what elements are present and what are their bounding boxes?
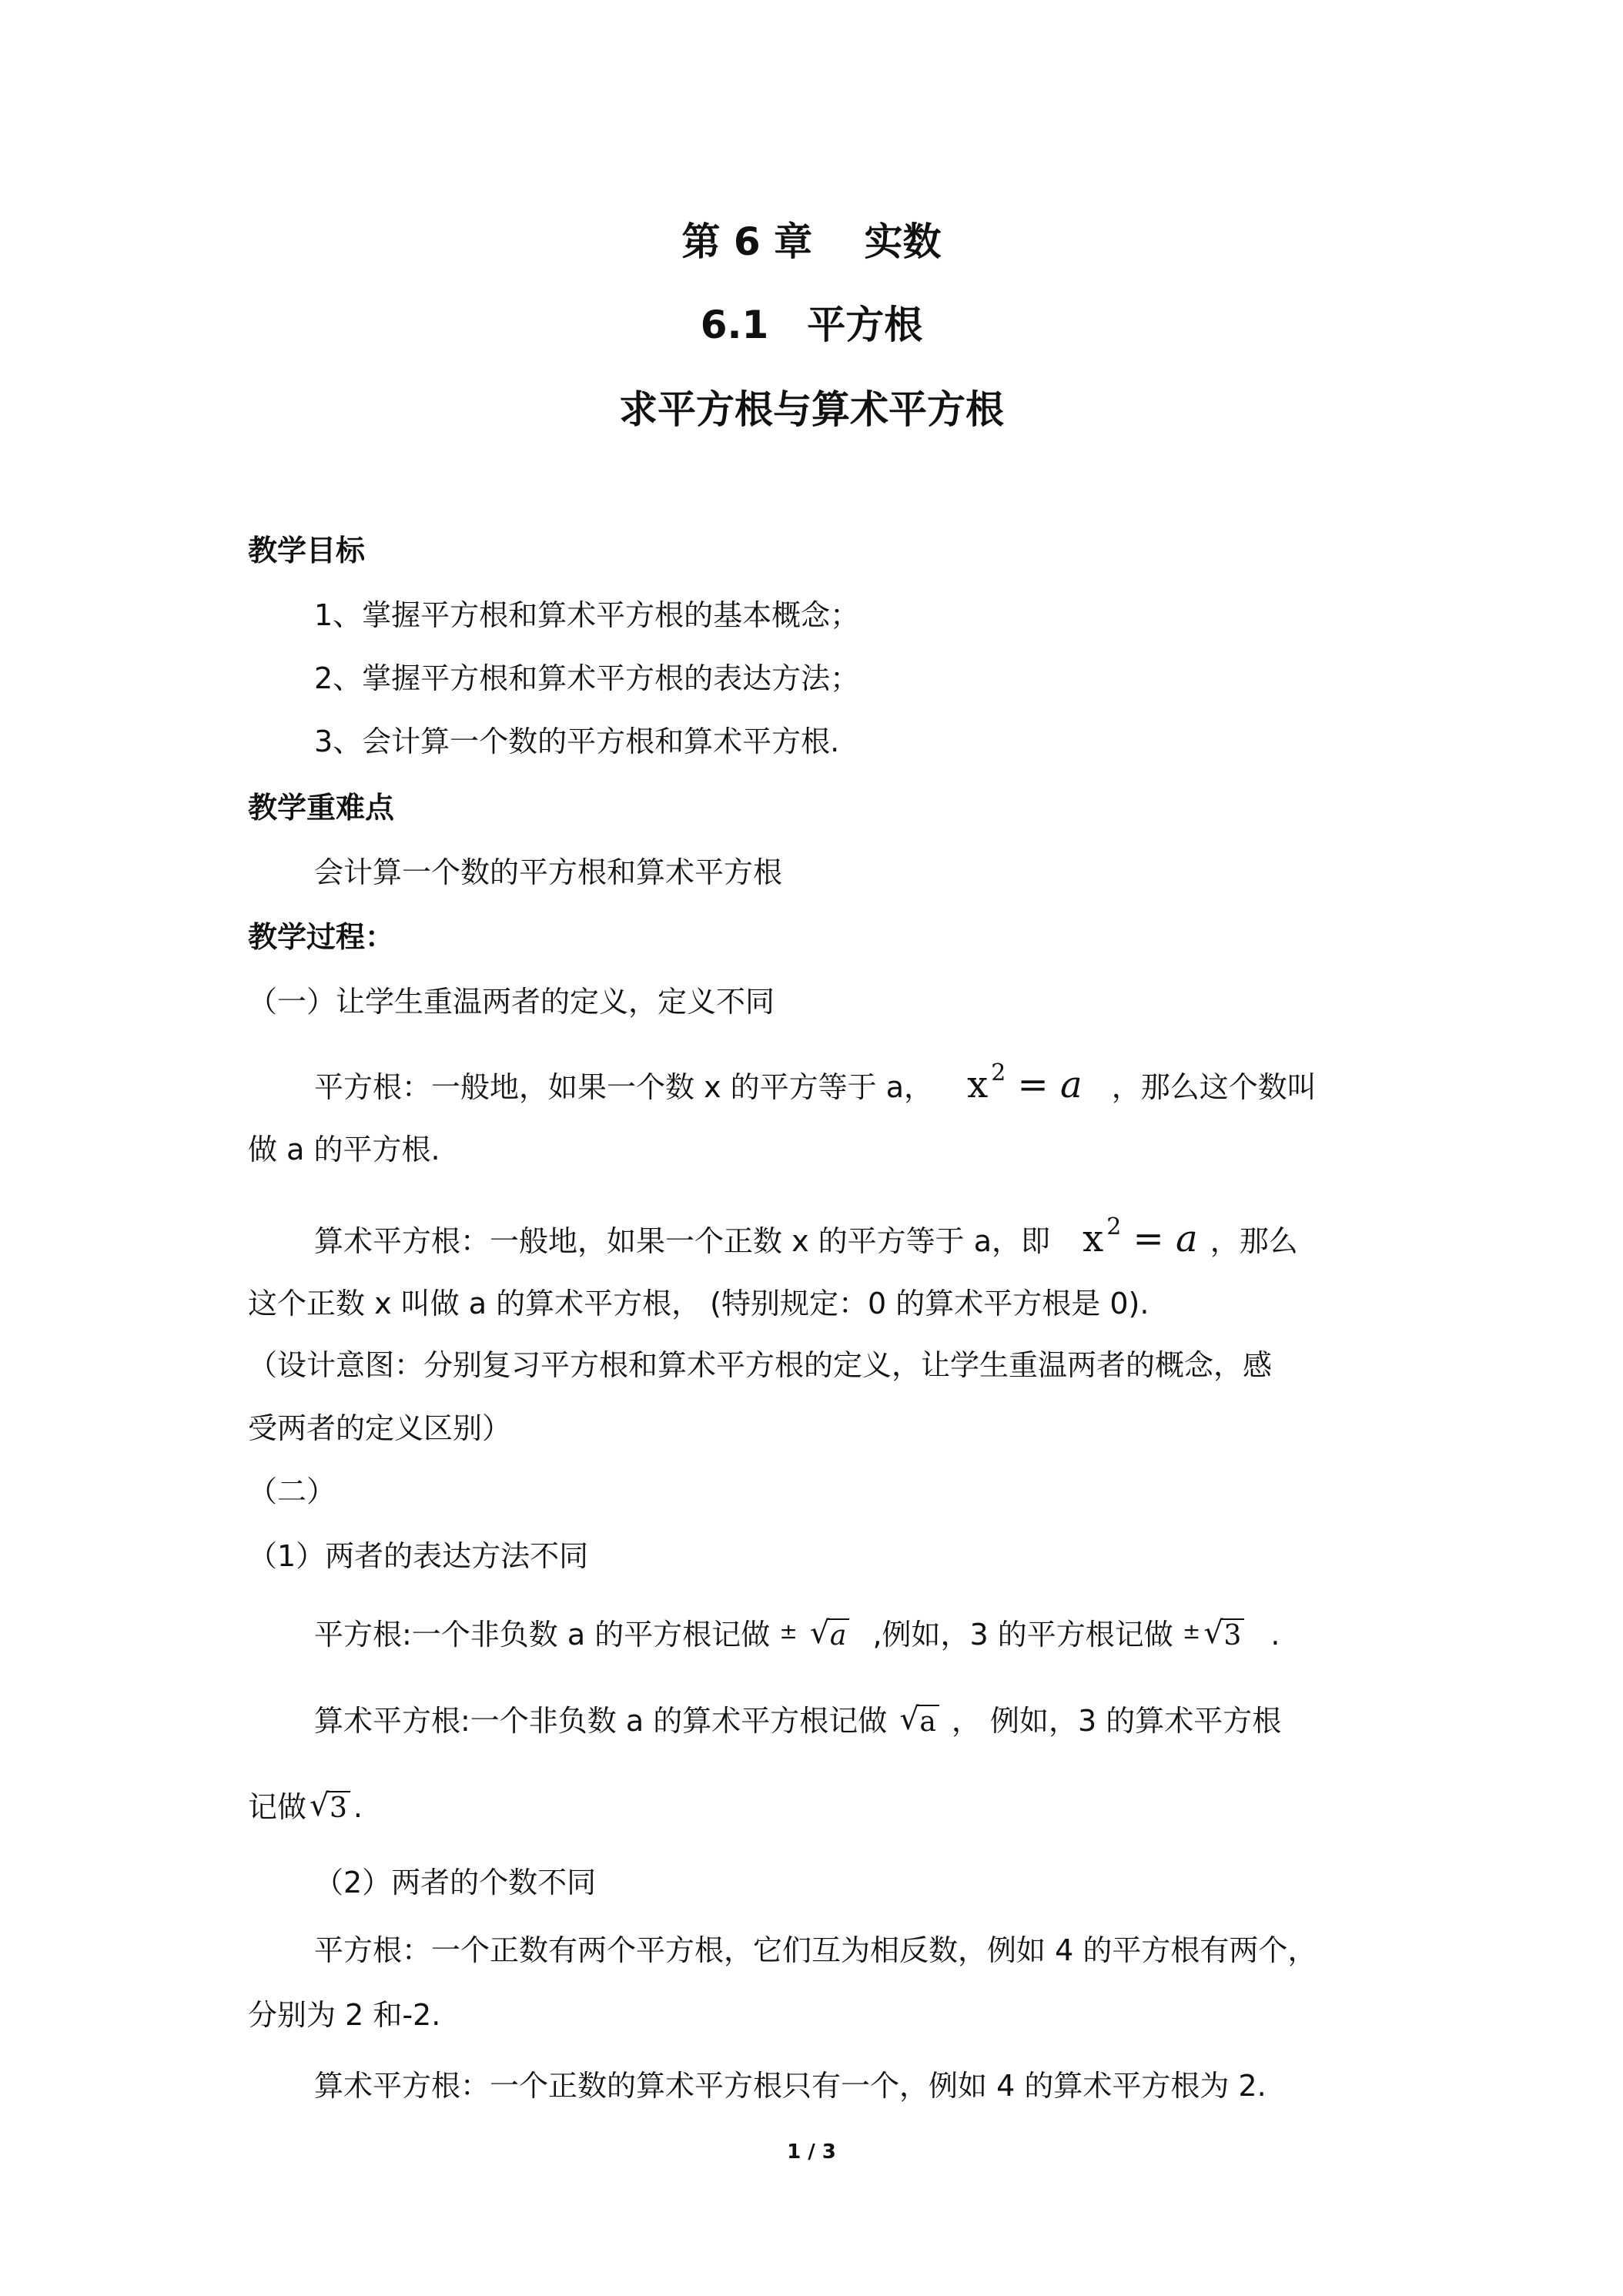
text-segment: 算术平方根:一个非负数 a 的算术平方根记做 [314,1704,888,1738]
arith-root-definition [314,1213,1298,1263]
text-segment: 平方根:一个非负数 a 的平方根记做 [314,1618,771,1652]
section-title: 6.1 平方根 [700,303,923,347]
radicand-3: 3 [1220,1618,1244,1652]
square-root-notation [314,1615,1280,1657]
var-x: x [1083,1217,1104,1260]
plus-minus-sign: ± [1182,1618,1201,1644]
equals-sign: = [1017,1063,1049,1106]
text-segment: 算术平方根：一般地，如果一个正数 x 的平方等于 a，即 [314,1224,1051,1258]
text-segment: ,例如，3 的平方根记做 [872,1618,1173,1652]
part1-title: （一）让学生重温两者的定义，定义不同 [248,985,775,1019]
difficulty-heading: 教学重难点 [248,791,395,825]
arith-root-count: 算术平方根：一个正数的算术平方根只有一个，例如 4 的算术平方根为 2. [314,2069,1267,2103]
text-segment: ，那么 [1210,1224,1298,1258]
sqrt-a [810,1617,849,1655]
goal-item: 2、掌握平方根和算术平方根的表达方法； [314,661,860,695]
text-segment: ， 例如，3 的算术平方根 [951,1704,1282,1738]
sqrt-3 [1203,1617,1244,1655]
square-root-count: 平方根：一个正数有两个平方根，它们互为相反数，例如 4 的平方根有两个， [314,1933,1317,1967]
text-segment: . [1270,1618,1280,1652]
text-segment: 平方根：一般地，如果一个数 x 的平方等于 a， [314,1070,934,1104]
page-number: 1 / 3 [787,2140,836,2164]
chapter-title: 第 6 章 实数 [681,219,942,264]
radicand-a: a [827,1618,849,1652]
equals-sign: = [1133,1217,1164,1260]
formula-x-squared-eq-a [967,1059,1083,1106]
var-x: x [967,1063,989,1106]
difficulty-text: 会计算一个数的平方根和算术平方根 [314,855,783,889]
design-intent: （设计意图：分别复习平方根和算术平方根的定义，让学生重温两者的概念，感 [248,1348,1273,1382]
process-heading: 教学过程： [248,920,395,954]
text-segment: ，那么这个数叫 [1111,1070,1317,1104]
design-intent-cont: 受两者的定义区别） [248,1411,512,1445]
exponent-2: 2 [1106,1213,1122,1240]
sqrt-a [899,1703,939,1742]
sqrt-3 [310,1789,350,1828]
arith-root-definition-cont: 这个正数 x 叫做 a 的算术平方根， (特别规定：0 的算术平方根是 0). [248,1287,1149,1320]
lesson-title: 求平方根与算术平方根 [619,387,1004,432]
square-root-definition-cont: 做 a 的平方根. [248,1133,440,1166]
text-segment: . [353,1790,363,1824]
var-a: a [1060,1063,1083,1106]
formula-x-squared-eq-a [1083,1213,1198,1260]
radicand-3: 3 [326,1791,350,1824]
plus-minus-sign: ± [779,1618,798,1644]
arith-root-notation-cont [248,1788,363,1828]
goal-item: 1、掌握平方根和算术平方根的基本概念； [314,598,860,632]
part2-title: （二） [248,1474,336,1508]
subsection-count: （2）两者的个数不同 [314,1866,597,1899]
square-root-count-cont: 分别为 2 和-2. [248,1998,441,2032]
text-segment: 记做 [248,1790,307,1824]
exponent-2: 2 [991,1059,1006,1086]
arith-root-notation [314,1702,1281,1742]
goals-heading: 教学目标 [248,534,366,567]
subsection-notation: （1）两者的表达方法不同 [248,1539,589,1573]
radicand-a: a [916,1705,939,1738]
var-a: a [1176,1217,1198,1260]
goal-item: 3、会计算一个数的平方根和算术平方根. [314,725,840,758]
square-root-definition [314,1059,1317,1110]
